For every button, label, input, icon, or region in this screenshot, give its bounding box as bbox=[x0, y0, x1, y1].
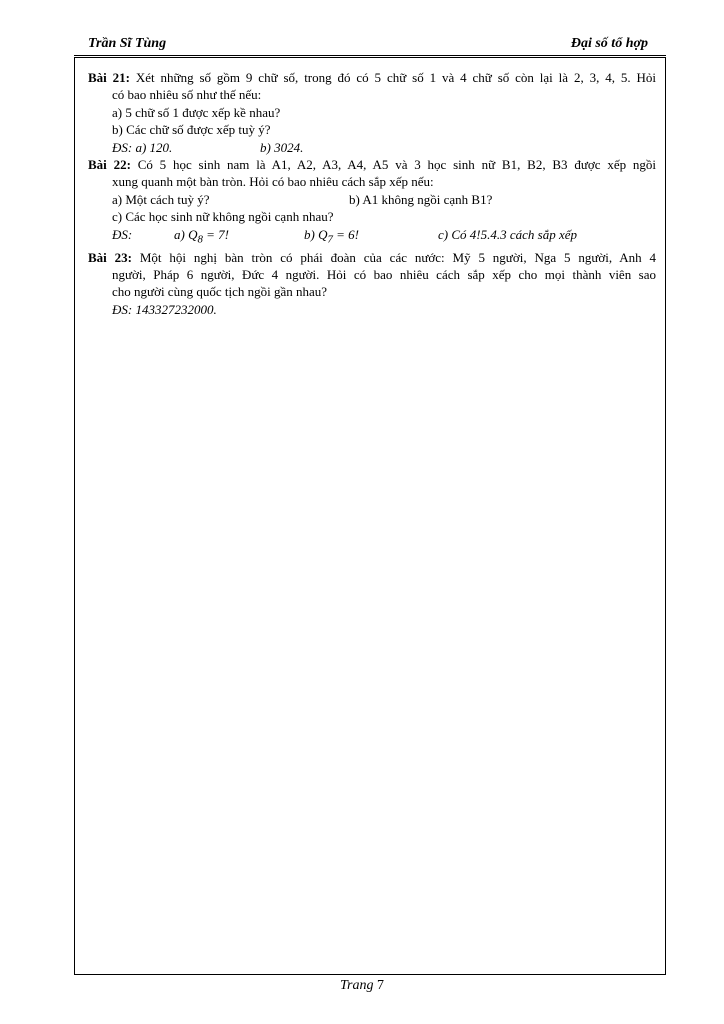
problem-22-answer-c: c) Có 4!5.4.3 cách sắp xếp bbox=[438, 226, 577, 242]
problem-22-part-c: c) Các học sinh nữ không ngồi cạnh nhau? bbox=[112, 209, 334, 225]
problem-21-answer bbox=[88, 139, 656, 156]
problem-23-line-1 bbox=[88, 249, 656, 266]
problem-23 bbox=[88, 249, 656, 319]
problem-22 bbox=[88, 156, 656, 249]
header-subject: Đại số tổ hợp bbox=[570, 36, 648, 51]
problem-22-line-2: xung quanh một bàn tròn. Hỏi có bao nhiêu cách sắp xếp nếu: bbox=[112, 174, 434, 190]
problem-22-title: Bài 22: bbox=[88, 157, 131, 173]
problem-21-answer-a: ĐS: a) 120. bbox=[112, 139, 173, 155]
problem-21-text: Xét những số gồm 9 chữ số, trong đó có 5 chữ số 1 và 4 chữ số còn lại là 2, 3, 4, 5. Hỏi bbox=[135, 70, 656, 85]
problem-22-part-a: a) Một cách tuỳ ý? bbox=[112, 191, 210, 207]
problem-22-answer bbox=[88, 226, 656, 249]
problem-22-part-b: b) A1 không ngồi cạnh B1? bbox=[349, 191, 493, 207]
problem-21-answer-b: b) 3024. bbox=[260, 139, 304, 155]
problem-23-answer: ĐS: 143327232000. bbox=[112, 301, 217, 317]
problem-21-part-b: b) Các chữ số được xếp tuỳ ý? bbox=[112, 122, 271, 138]
problem-22-answer-label: ĐS: bbox=[112, 226, 133, 242]
problem-21-line-2: có bao nhiêu số như thế nếu: bbox=[112, 87, 262, 103]
problem-23-line-2: người, Pháp 6 người, Đức 4 người. Hỏi có bao nhiêu cách sắp xếp cho mọi thành viên sao bbox=[112, 267, 656, 283]
header-author: Trần Sĩ Tùng bbox=[88, 36, 167, 51]
problem-22-answer-a: a) $Q_8 = 7$! bbox=[174, 226, 229, 246]
page-number: 7 bbox=[376, 978, 384, 993]
page-label: Trang bbox=[340, 978, 374, 993]
problem-21-line-1 bbox=[88, 69, 656, 86]
problem-list bbox=[88, 69, 656, 318]
problem-22-text: Có 5 học sinh nam là A1, A2, A3, A4, A5 và 3 học sinh nữ B1, B2, B3 được xếp ngồi bbox=[137, 157, 656, 173]
problem-21-title: Bài 21: bbox=[88, 70, 130, 85]
problem-22-line-1 bbox=[88, 156, 656, 173]
problem-22-parts-ab bbox=[88, 191, 656, 208]
problem-23-title: Bài 23: bbox=[88, 249, 132, 265]
problem-21 bbox=[88, 69, 656, 156]
problem-23-line-3: cho người cùng quốc tịch ngồi gần nhau? bbox=[112, 284, 328, 300]
problem-23-text: Một hội nghị bàn tròn có phái đoàn của các nước: Mỹ 5 người, Nga 5 người, Anh 4 bbox=[139, 249, 657, 265]
problem-21-part-a: a) 5 chữ số 1 được xếp kề nhau? bbox=[112, 104, 281, 120]
problem-22-answer-b: b) $Q_7 = 6$! bbox=[304, 226, 359, 246]
header-rule bbox=[74, 55, 666, 56]
page-footer bbox=[0, 978, 724, 994]
